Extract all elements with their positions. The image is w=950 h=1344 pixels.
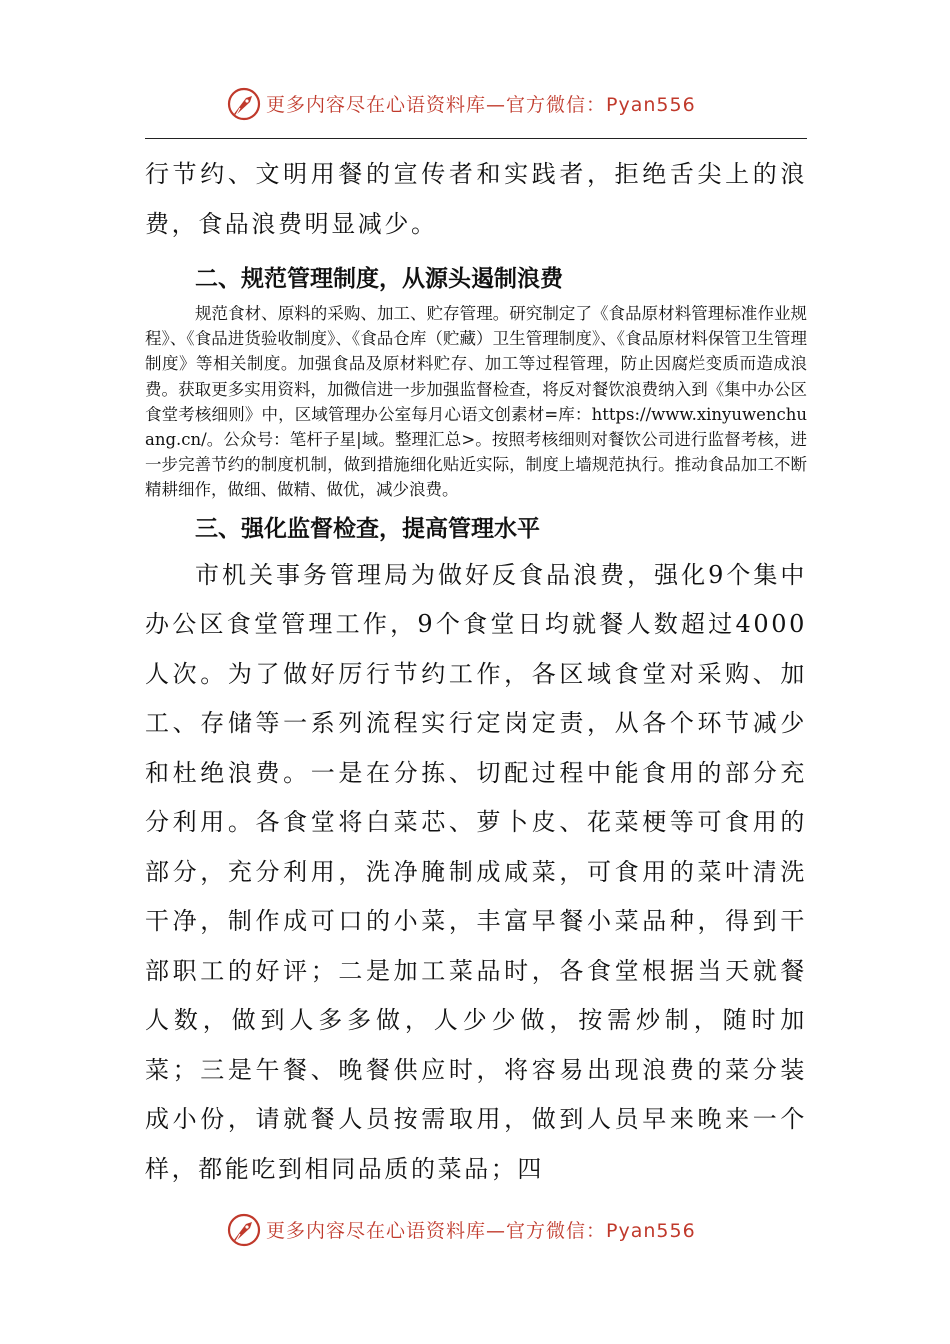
section-2-heading: 二、规范管理制度，从源头遏制浪费 (195, 266, 563, 292)
header-banner (0, 82, 950, 126)
section-3-body: 市机关事务管理局为做好反食品浪费，强化9个集中办公区食堂管理工作，9个食堂日均就餐人数超过4000人次。为了做好厉行节约工作，各区域食堂对采购、加工、存储等一系列流程实行定岗定责，从各个环节减少和杜绝浪费。一是在分拣、切配过程中能食用的部分充分利用。各食堂将白菜芯、萝卜皮、花菜梗等可食用的部分，充分利用，洗净腌制成咸菜，可食用的菜叶清洗干净，制作成可口的小菜，丰富早餐小菜品种，得到干部职工的好评；二是加工菜品时，各食堂根据当天就餐人数，做到人多多做，人少少做，按需炒制，随时加菜；三是午餐、晚餐供应时，将容易出现浪费的菜分装成小份，请就餐人员按需取用，做到人员早来晚来一个样，都能吃到相同品质的菜品；四 (145, 560, 807, 1183)
document-body (145, 150, 807, 1194)
section-2-body: 规范食材、原料的采购、加工、贮存管理。研究制定了《食品原材料管理标准作业规程》、《食品进货验收制度》、《食品仓库（贮藏）卫生管理制度》、《食品原材料保管卫生管理制度》等相关制度。加强食品及原材料贮存、加工等过程管理，防止因腐烂变质而造成浪费。获取更多实用资料，加微信进一步加强监督检查，将反对餐饮浪费纳入到《集中办公区食堂考核细则》中，区域管理办公室每月心语文创素材=库：https://www.xinyuwenchuang.cn/。公众号：笔杆子星|域。整理汇总>。按照考核细则对餐饮公司进行监督考核，进一步完善节约的制度机制，做到措施细化贴近实际，制度上墙规范执行。推动食品加工不断精耕细作，做细、做精、做优，减少浪费。 (145, 304, 807, 500)
pen-nib-logo-icon (226, 86, 262, 122)
pen-nib-logo-icon (226, 1212, 262, 1248)
footer-banner-text: 更多内容尽在心语资料库—官方微信：Pyan556 (266, 1220, 696, 1242)
section-3-heading: 三、强化监督检查，提高管理水平 (195, 515, 540, 542)
header-divider (145, 138, 807, 139)
intro-paragraph: 行节约、文明用餐的宣传者和实践者，拒绝舌尖上的浪费，食品浪费明显减少。 (145, 160, 807, 238)
footer-banner (0, 1208, 950, 1252)
header-banner-text: 更多内容尽在心语资料库—官方微信：Pyan556 (266, 94, 696, 116)
